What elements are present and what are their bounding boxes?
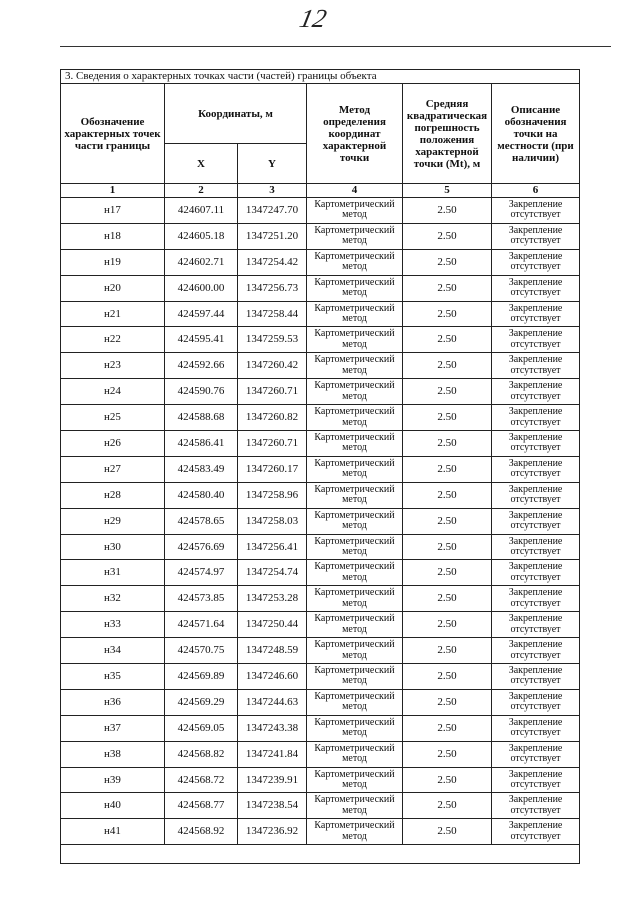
description-cell: Закрепление отсутствует [492, 431, 580, 457]
accuracy-cell: 2.50 [403, 249, 492, 275]
description-cell: Закрепление отсутствует [492, 379, 580, 405]
point-designation: н17 [61, 198, 165, 224]
description-cell: Закрепление отсутствует [492, 612, 580, 638]
coordinate-y: 1347260.82 [238, 405, 307, 431]
point-designation: н24 [61, 379, 165, 405]
coordinate-y: 1347248.59 [238, 638, 307, 664]
point-designation: н39 [61, 767, 165, 793]
method-cell: Картометрический метод [307, 353, 403, 379]
header-method: Метод определения координат характерной точки [307, 84, 403, 184]
description-cell: Закрепление отсутствует [492, 560, 580, 586]
point-designation: н28 [61, 482, 165, 508]
accuracy-cell: 2.50 [403, 793, 492, 819]
table-row [61, 793, 580, 819]
point-designation: н19 [61, 249, 165, 275]
point-designation: н31 [61, 560, 165, 586]
coordinate-y: 1347258.96 [238, 482, 307, 508]
accuracy-cell: 2.50 [403, 456, 492, 482]
table-row [61, 560, 580, 586]
accuracy-cell: 2.50 [403, 379, 492, 405]
point-designation: н18 [61, 223, 165, 249]
method-cell: Картометрический метод [307, 482, 403, 508]
table-row [61, 767, 580, 793]
description-cell: Закрепление отсутствует [492, 482, 580, 508]
method-cell: Картометрический метод [307, 560, 403, 586]
accuracy-cell: 2.50 [403, 275, 492, 301]
description-cell: Закрепление отсутствует [492, 301, 580, 327]
table-row [61, 275, 580, 301]
coordinate-x: 424592.66 [165, 353, 238, 379]
point-designation: н23 [61, 353, 165, 379]
column-number: 5 [403, 184, 492, 198]
description-cell: Закрепление отсутствует [492, 456, 580, 482]
accuracy-cell: 2.50 [403, 431, 492, 457]
column-number-row [61, 184, 580, 198]
column-number: 6 [492, 184, 580, 198]
description-cell: Закрепление отсутствует [492, 198, 580, 224]
accuracy-cell: 2.50 [403, 560, 492, 586]
accuracy-cell: 2.50 [403, 482, 492, 508]
table-row [61, 586, 580, 612]
method-cell: Картометрический метод [307, 405, 403, 431]
description-cell: Закрепление отсутствует [492, 353, 580, 379]
boundary-points-table [60, 69, 580, 864]
header-y: Y [238, 144, 307, 184]
table-row [61, 689, 580, 715]
header-accuracy: Средняя квадратическая погрешность положения характерной точки (Mt), м [403, 84, 492, 184]
coordinate-y: 1347260.71 [238, 431, 307, 457]
accuracy-cell: 2.50 [403, 301, 492, 327]
table-footer-row [61, 845, 580, 864]
table-row [61, 405, 580, 431]
point-designation: н37 [61, 715, 165, 741]
table-row [61, 431, 580, 457]
method-cell: Картометрический метод [307, 767, 403, 793]
description-cell: Закрепление отсутствует [492, 689, 580, 715]
coordinate-x: 424588.68 [165, 405, 238, 431]
coordinate-y: 1347253.28 [238, 586, 307, 612]
method-cell: Картометрический метод [307, 638, 403, 664]
coordinate-x: 424605.18 [165, 223, 238, 249]
section-title: 3. Сведения о характерных точках части (частей) границы объекта [61, 70, 580, 84]
coordinate-x: 424569.05 [165, 715, 238, 741]
point-designation: н41 [61, 819, 165, 845]
coordinate-y: 1347258.03 [238, 508, 307, 534]
coordinate-y: 1347243.38 [238, 715, 307, 741]
method-cell: Картометрический метод [307, 819, 403, 845]
accuracy-cell: 2.50 [403, 715, 492, 741]
table-row [61, 715, 580, 741]
method-cell: Картометрический метод [307, 793, 403, 819]
description-cell: Закрепление отсутствует [492, 405, 580, 431]
accuracy-cell: 2.50 [403, 741, 492, 767]
point-designation: н29 [61, 508, 165, 534]
table-row [61, 198, 580, 224]
point-designation: н32 [61, 586, 165, 612]
coordinate-y: 1347238.54 [238, 793, 307, 819]
coordinate-y: 1347254.42 [238, 249, 307, 275]
method-cell: Картометрический метод [307, 327, 403, 353]
table-row [61, 223, 580, 249]
coordinate-y: 1347258.44 [238, 301, 307, 327]
table-row [61, 456, 580, 482]
coordinate-x: 424569.89 [165, 664, 238, 690]
accuracy-cell: 2.50 [403, 198, 492, 224]
point-designation: н33 [61, 612, 165, 638]
coordinate-x: 424568.72 [165, 767, 238, 793]
coordinate-y: 1347236.92 [238, 819, 307, 845]
description-cell: Закрепление отсутствует [492, 586, 580, 612]
coordinate-x: 424570.75 [165, 638, 238, 664]
table-row [61, 664, 580, 690]
coordinate-y: 1347250.44 [238, 612, 307, 638]
coordinate-x: 424568.77 [165, 793, 238, 819]
method-cell: Картометрический метод [307, 715, 403, 741]
table-row [61, 249, 580, 275]
coordinate-x: 424580.40 [165, 482, 238, 508]
header-description: Описание обозначения точки на местности (при наличии) [492, 84, 580, 184]
accuracy-cell: 2.50 [403, 586, 492, 612]
coordinate-x: 424568.82 [165, 741, 238, 767]
description-cell: Закрепление отсутствует [492, 508, 580, 534]
table-row [61, 819, 580, 845]
table-row [61, 612, 580, 638]
coordinate-y: 1347254.74 [238, 560, 307, 586]
header-divider [60, 46, 611, 47]
coordinate-x: 424576.69 [165, 534, 238, 560]
table-row [61, 508, 580, 534]
point-designation: н25 [61, 405, 165, 431]
point-designation: н26 [61, 431, 165, 457]
table-row [61, 741, 580, 767]
coordinate-y: 1347244.63 [238, 689, 307, 715]
coordinate-y: 1347259.53 [238, 327, 307, 353]
description-cell: Закрепление отсутствует [492, 741, 580, 767]
point-designation: н40 [61, 793, 165, 819]
table-row [61, 301, 580, 327]
header-designation: Обозначение характерных точек части границы [61, 84, 165, 184]
method-cell: Картометрический метод [307, 689, 403, 715]
point-designation: н22 [61, 327, 165, 353]
accuracy-cell: 2.50 [403, 819, 492, 845]
accuracy-cell: 2.50 [403, 638, 492, 664]
method-cell: Картометрический метод [307, 586, 403, 612]
method-cell: Картометрический метод [307, 508, 403, 534]
header-x: X [165, 144, 238, 184]
coordinate-y: 1347260.17 [238, 456, 307, 482]
coordinate-y: 1347251.20 [238, 223, 307, 249]
coordinate-y: 1347247.70 [238, 198, 307, 224]
coordinate-x: 424569.29 [165, 689, 238, 715]
description-cell: Закрепление отсутствует [492, 249, 580, 275]
accuracy-cell: 2.50 [403, 689, 492, 715]
description-cell: Закрепление отсутствует [492, 767, 580, 793]
table-row [61, 379, 580, 405]
point-designation: н30 [61, 534, 165, 560]
method-cell: Картометрический метод [307, 534, 403, 560]
column-number: 2 [165, 184, 238, 198]
coordinate-x: 424607.11 [165, 198, 238, 224]
accuracy-cell: 2.50 [403, 612, 492, 638]
column-number: 4 [307, 184, 403, 198]
column-number: 1 [61, 184, 165, 198]
method-cell: Картометрический метод [307, 431, 403, 457]
point-designation: н27 [61, 456, 165, 482]
method-cell: Картометрический метод [307, 223, 403, 249]
coordinate-y: 1347260.71 [238, 379, 307, 405]
coordinate-y: 1347239.91 [238, 767, 307, 793]
description-cell: Закрепление отсутствует [492, 327, 580, 353]
table-row [61, 638, 580, 664]
header-coordinates: Координаты, м [165, 84, 307, 144]
coordinate-y: 1347256.73 [238, 275, 307, 301]
coordinate-x: 424600.00 [165, 275, 238, 301]
coordinate-x: 424586.41 [165, 431, 238, 457]
method-cell: Картометрический метод [307, 379, 403, 405]
coordinate-y: 1347260.42 [238, 353, 307, 379]
coordinate-y: 1347256.41 [238, 534, 307, 560]
coordinate-x: 424574.97 [165, 560, 238, 586]
description-cell: Закрепление отсутствует [492, 534, 580, 560]
point-designation: н34 [61, 638, 165, 664]
description-cell: Закрепление отсутствует [492, 638, 580, 664]
method-cell: Картометрический метод [307, 612, 403, 638]
coordinate-x: 424578.65 [165, 508, 238, 534]
method-cell: Картометрический метод [307, 741, 403, 767]
description-cell: Закрепление отсутствует [492, 275, 580, 301]
point-designation: н38 [61, 741, 165, 767]
method-cell: Картометрический метод [307, 456, 403, 482]
table-row [61, 534, 580, 560]
table-row [61, 327, 580, 353]
accuracy-cell: 2.50 [403, 405, 492, 431]
method-cell: Картометрический метод [307, 249, 403, 275]
method-cell: Картометрический метод [307, 275, 403, 301]
method-cell: Картометрический метод [307, 198, 403, 224]
description-cell: Закрепление отсутствует [492, 715, 580, 741]
point-designation: н35 [61, 664, 165, 690]
accuracy-cell: 2.50 [403, 223, 492, 249]
coordinate-x: 424571.64 [165, 612, 238, 638]
coordinate-x: 424590.76 [165, 379, 238, 405]
description-cell: Закрепление отсутствует [492, 664, 580, 690]
coordinate-x: 424602.71 [165, 249, 238, 275]
accuracy-cell: 2.50 [403, 327, 492, 353]
method-cell: Картометрический метод [307, 664, 403, 690]
coordinate-x: 424595.41 [165, 327, 238, 353]
description-cell: Закрепление отсутствует [492, 819, 580, 845]
coordinate-x: 424573.85 [165, 586, 238, 612]
coordinate-y: 1347241.84 [238, 741, 307, 767]
footer-cell [61, 845, 580, 864]
point-designation: н20 [61, 275, 165, 301]
accuracy-cell: 2.50 [403, 534, 492, 560]
accuracy-cell: 2.50 [403, 353, 492, 379]
table-row [61, 482, 580, 508]
page-number: 12 [297, 4, 330, 33]
coordinate-x: 424583.49 [165, 456, 238, 482]
accuracy-cell: 2.50 [403, 767, 492, 793]
point-designation: н21 [61, 301, 165, 327]
coordinate-x: 424568.92 [165, 819, 238, 845]
method-cell: Картометрический метод [307, 301, 403, 327]
point-designation: н36 [61, 689, 165, 715]
coordinate-y: 1347246.60 [238, 664, 307, 690]
coordinate-x: 424597.44 [165, 301, 238, 327]
column-number: 3 [238, 184, 307, 198]
description-cell: Закрепление отсутствует [492, 793, 580, 819]
table-row [61, 353, 580, 379]
description-cell: Закрепление отсутствует [492, 223, 580, 249]
accuracy-cell: 2.50 [403, 508, 492, 534]
accuracy-cell: 2.50 [403, 664, 492, 690]
